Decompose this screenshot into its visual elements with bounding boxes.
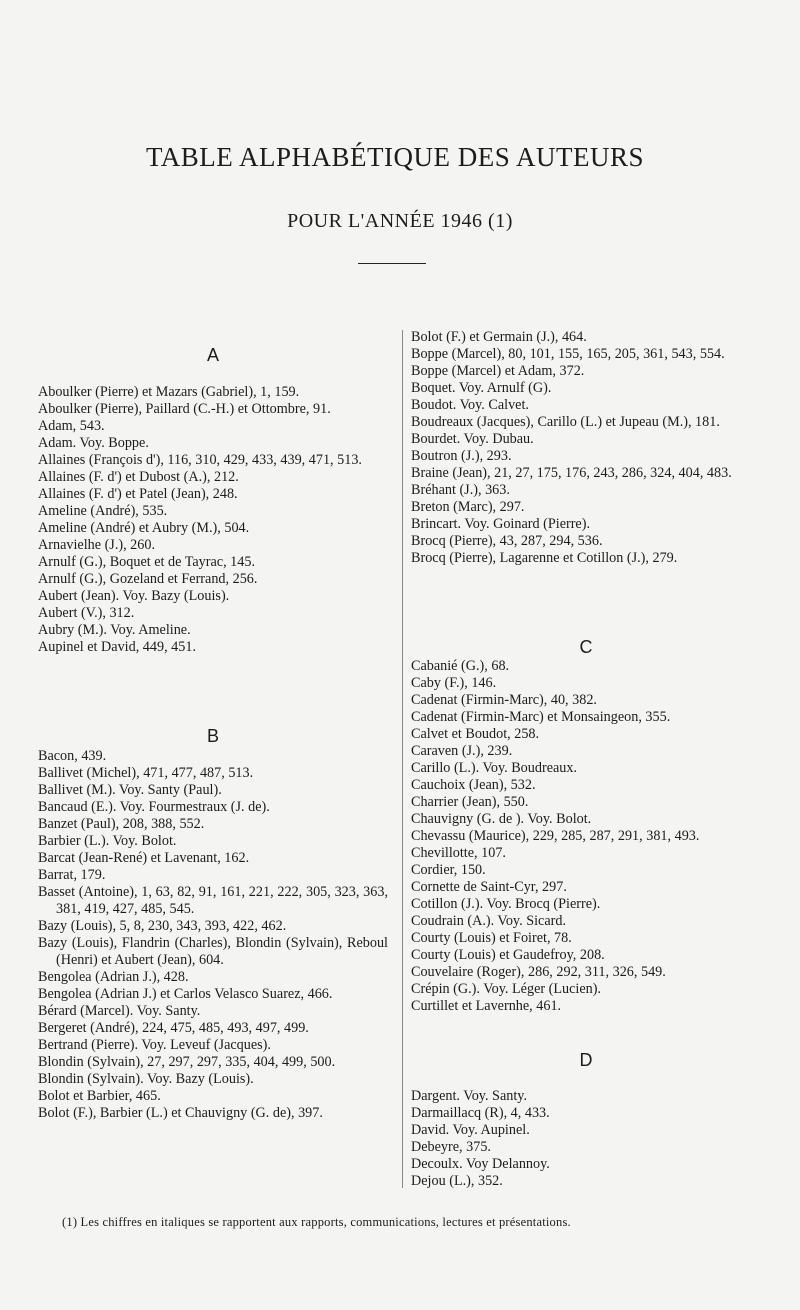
index-entry: Ameline (André), 535.: [38, 503, 168, 519]
index-entry: Aupinel et David, 449, 451.: [38, 639, 197, 655]
index-entry: Ballivet (M.). Voy. Santy (Paul).: [38, 782, 222, 798]
index-entry: Cotillon (J.). Voy. Brocq (Pierre).: [411, 896, 601, 912]
index-entry: Aubert (V.), 312.: [38, 605, 135, 621]
index-entry: Bergeret (André), 224, 475, 485, 493, 497, 499.: [38, 1020, 309, 1036]
index-entry: Barbier (L.). Voy. Bolot.: [38, 833, 177, 849]
index-entry: Arnavielhe (J.), 260.: [38, 537, 156, 553]
index-entry: Dejou (L.), 352.: [411, 1173, 503, 1189]
page-title: TABLE ALPHABÉTIQUE DES AUTEURS: [145, 142, 645, 172]
index-entry: Cauchoix (Jean), 532.: [411, 777, 536, 793]
footnote: (1) Les chiffres en italiques se rapportent aux rapports, communications, lectures et présentations.: [62, 1215, 571, 1229]
index-entry: Boppe (Marcel), 80, 101, 155, 165, 205, 361, 543, 554.: [411, 346, 725, 362]
section-b-entries-continued: [411, 329, 761, 567]
index-entry: Couvelaire (Roger), 286, 292, 311, 326, 549.: [411, 964, 666, 980]
index-entry: Cornette de Saint-Cyr, 297.: [411, 879, 567, 895]
index-entry: Ballivet (Michel), 471, 477, 487, 513.: [38, 765, 254, 781]
index-entry: Barrat, 179.: [38, 867, 106, 883]
index-entry: Cadenat (Firmin-Marc), 40, 382.: [411, 692, 597, 708]
index-entry: Bengolea (Adrian J.), 428.: [38, 969, 189, 985]
index-entry: Ameline (André) et Aubry (M.), 504.: [38, 520, 250, 536]
index-entry: Courty (Louis) et Gaudefroy, 208.: [411, 947, 605, 963]
title-rule: [358, 263, 426, 264]
column-divider: [402, 330, 403, 1188]
index-entry: Bengolea (Adrian J.) et Carlos Velasco Suarez, 466.: [38, 986, 333, 1002]
index-entry: Charrier (Jean), 550.: [411, 794, 529, 810]
index-entry: Bancaud (E.). Voy. Fourmestraux (J. de).: [38, 799, 270, 815]
index-entry: Curtillet et Lavernhe, 461.: [411, 998, 562, 1014]
page-subtitle: POUR L'ANNÉE 1946 (1): [287, 210, 513, 232]
index-entry: Brocq (Pierre), Lagarenne et Cotillon (J.), 279.: [411, 550, 678, 566]
index-entry: Decoulx. Voy Delannoy.: [411, 1156, 550, 1172]
section-letter-d: D: [579, 1050, 593, 1070]
index-entry: Chevassu (Maurice), 229, 285, 287, 291, 381, 493.: [411, 828, 700, 844]
index-entry: Calvet et Boudot, 258.: [411, 726, 540, 742]
index-entry: Cadenat (Firmin-Marc) et Monsaingeon, 355.: [411, 709, 671, 725]
index-entry: Bazy (Louis), 5, 8, 230, 343, 393, 422, 462.: [38, 918, 287, 934]
section-letter-a: A: [206, 345, 219, 365]
index-entry: Barcat (Jean-René) et Lavenant, 162.: [38, 850, 250, 866]
index-entry: Boquet. Voy. Arnulf (G).: [411, 380, 552, 396]
section-d-entries: [411, 1088, 761, 1190]
index-entry: Allaines (F. d') et Dubost (A.), 212.: [38, 469, 239, 485]
section-b-entries: [38, 748, 388, 1122]
section-a-entries: [38, 384, 388, 656]
index-entry: Bertrand (Pierre). Voy. Leveuf (Jacques).: [38, 1037, 271, 1053]
index-entry: Boudot. Voy. Calvet.: [411, 397, 529, 413]
index-entry: Bolot (F.), Barbier (L.) et Chauvigny (G. de), 397.: [38, 1105, 323, 1121]
index-entry: Carillo (L.). Voy. Boudreaux.: [411, 760, 578, 776]
index-entry: Cordier, 150.: [411, 862, 486, 878]
index-entry: Blondin (Sylvain). Voy. Bazy (Louis).: [38, 1071, 254, 1087]
index-entry: Bacon, 439.: [38, 748, 107, 764]
index-entry: Dargent. Voy. Santy.: [411, 1088, 527, 1104]
index-entry: Aboulker (Pierre) et Mazars (Gabriel), 1, 159.: [38, 384, 300, 400]
index-entry: Bolot (F.) et Germain (J.), 464.: [411, 329, 587, 345]
index-entry: Brocq (Pierre), 43, 287, 294, 536.: [411, 533, 603, 549]
index-entry: Brincart. Voy. Goinard (Pierre).: [411, 516, 591, 532]
index-entry: Arnulf (G.), Gozeland et Ferrand, 256.: [38, 571, 258, 587]
index-entry: Allaines (F. d') et Patel (Jean), 248.: [38, 486, 238, 502]
index-entry: Bazy (Louis), Flandrin (Charles), Blondin (Sylvain), Reboul (Henri) et Aubert (Jean), 604.: [38, 935, 388, 968]
index-entry: Arnulf (G.), Boquet et de Tayrac, 145.: [38, 554, 256, 570]
index-entry: Bolot et Barbier, 465.: [38, 1088, 161, 1104]
index-entry: Boutron (J.), 293.: [411, 448, 512, 464]
index-entry: Chauvigny (G. de ). Voy. Bolot.: [411, 811, 592, 827]
index-entry: Bérard (Marcel). Voy. Santy.: [38, 1003, 201, 1019]
index-entry: Cabanié (G.), 68.: [411, 658, 510, 674]
section-letter-b: B: [206, 726, 219, 746]
index-entry: Caraven (J.), 239.: [411, 743, 513, 759]
index-entry: Courty (Louis) et Foiret, 78.: [411, 930, 572, 946]
index-entry: Bréhant (J.), 363.: [411, 482, 510, 498]
index-entry: Boudreaux (Jacques), Carillo (L.) et Jupeau (M.), 181.: [411, 414, 720, 430]
section-letter-c: C: [579, 637, 593, 657]
index-entry: Basset (Antoine), 1, 63, 82, 91, 161, 221, 222, 305, 323, 363, 381, 419, 427, 485, 545.: [38, 884, 388, 917]
index-entry: Aubry (M.). Voy. Ameline.: [38, 622, 191, 638]
index-entry: Banzet (Paul), 208, 388, 552.: [38, 816, 205, 832]
index-entry: Allaines (François d'), 116, 310, 429, 433, 439, 471, 513.: [38, 452, 362, 468]
index-entry: Caby (F.), 146.: [411, 675, 497, 691]
index-entry: Adam. Voy. Boppe.: [38, 435, 149, 451]
index-entry: Debeyre, 375.: [411, 1139, 491, 1155]
index-entry: Crépin (G.). Voy. Léger (Lucien).: [411, 981, 602, 997]
index-entry: Aubert (Jean). Voy. Bazy (Louis).: [38, 588, 230, 604]
index-entry: Braine (Jean), 21, 27, 175, 176, 243, 286, 324, 404, 483.: [411, 465, 732, 481]
index-entry: Aboulker (Pierre), Paillard (C.-H.) et Ottombre, 91.: [38, 401, 331, 417]
index-entry: Blondin (Sylvain), 27, 297, 297, 335, 404, 499, 500.: [38, 1054, 336, 1070]
index-entry: Adam, 543.: [38, 418, 105, 434]
index-entry: Boppe (Marcel) et Adam, 372.: [411, 363, 585, 379]
index-entry: Chevillotte, 107.: [411, 845, 506, 861]
index-entry: Breton (Marc), 297.: [411, 499, 525, 515]
index-entry: Coudrain (A.). Voy. Sicard.: [411, 913, 566, 929]
index-entry: Darmaillacq (R), 4, 433.: [411, 1105, 550, 1121]
section-c-entries: [411, 658, 761, 1015]
index-entry: David. Voy. Aupinel.: [411, 1122, 530, 1138]
index-entry: Bourdet. Voy. Dubau.: [411, 431, 534, 447]
